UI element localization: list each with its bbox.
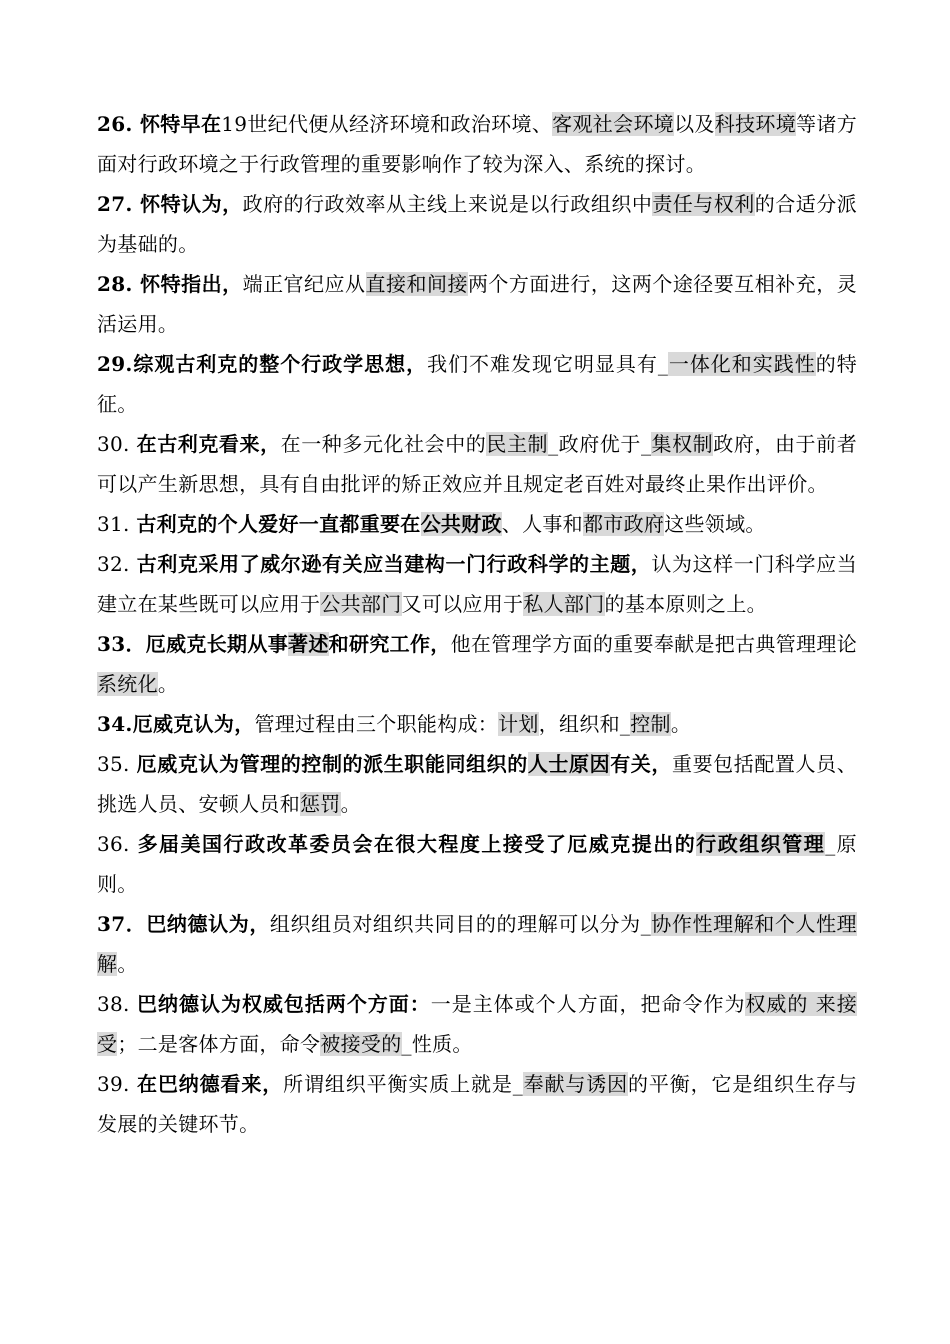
question-stem-bold: 古利克采用了威尔逊有关应当建构一门行政科学的主题， [136,552,652,576]
question-text: 他在管理学方面的重要奉献是把古典管理理论 [450,632,857,656]
question-stem-bold: 26. 怀特早在 [97,112,222,136]
question-text: _性质。 [401,1032,473,1056]
answer-highlight: 权威的 来接受 [97,992,857,1056]
question-text: _原则。 [97,832,857,896]
question-item [97,184,857,264]
answer-highlight: 民主制 [486,432,549,456]
question-stem-bold: 在巴纳德看来， [136,1072,284,1096]
answer-highlight: 协作性理解和个人性理解 [97,912,857,976]
question-stem-bold: 33．厄威克长期从事 [97,632,289,656]
question-text: 端正官纪应从 [242,272,366,296]
question-text: 组织组员对组织共同目的的理解可以分为_ [269,912,651,936]
answer-highlight: 集权制 [651,432,714,456]
question-text: 我们不难发现它明显具有_ [427,352,669,376]
question-text: 两个方面进行，这两个途径要互相补充，灵活运用。 [97,272,857,336]
answer-highlight: 都市政府 [582,512,665,536]
question-text: 这些领域。 [664,512,766,536]
question-stem-bold: 37．巴纳德认为， [97,912,270,936]
answer-highlight: 私人部门 [523,592,605,616]
question-item [97,544,857,624]
question-text: 一是主体或个人方面，把命令作为 [430,992,746,1016]
question-text: 31. [97,512,137,536]
question-text: 。 [117,952,138,976]
question-text: 又可以应用于 [401,592,524,616]
answer-highlight: 责任与权利 [652,192,755,216]
question-text: ；二是客体方面，命令 [117,1032,321,1056]
question-item [97,264,857,344]
question-text: 、人事和 [501,512,583,536]
answer-highlight: 控制 [630,712,671,736]
question-text: 的特征。 [97,352,857,416]
question-stem-bold: 有关， [610,752,672,776]
question-text: 政府的行政效率从主线上来说是以行政组织中 [242,192,653,216]
question-text: 的平衡，它是组织生存与发展的关键环节。 [97,1072,857,1136]
question-text: 。 [670,712,692,736]
answer-highlight: 著述 [288,632,329,656]
question-text: 36. [97,832,138,856]
question-text: 的合适分派为基础的。 [97,192,857,256]
question-stem-bold: 和研究工作， [328,632,451,656]
answer-highlight: 奉献与诱因 [523,1072,628,1096]
question-text: 政府，由于前者可以产生新思想，具有自由批评的矫正效应并且规定老百姓对最终止果作出评价。 [97,432,857,496]
question-text: 重要包括配置人员、挑选人员、安顿人员和 [97,752,857,816]
question-text: 在一种多元化社会中的 [280,432,487,456]
answer-highlight: 被接受的 [320,1032,402,1056]
question-stem-bold: 多届美国行政改革委员会在很大程度上接受了厄威克提出的 [137,832,697,856]
question-text: 38. [97,992,138,1016]
question-text: 以及 [674,112,715,136]
answer-highlight: 计划 [498,712,539,736]
answer-highlight: 一体化和实践性 [668,352,816,376]
question-stem-bold: 28. 怀特指出， [97,272,243,296]
question-text: 32. [97,552,137,576]
answer-highlight: 客观社会环境 [552,112,675,136]
answer-highlight: 科技环境 [714,112,797,136]
question-text: 19世纪代便从经济环境和政治环境、 [221,112,553,136]
answer-highlight: 直接和间接 [365,272,468,296]
question-item [97,344,857,424]
question-stem-bold: 34.厄威克认为， [97,712,255,736]
question-text: _政府优于_ [548,432,652,456]
question-stem-bold: 巴纳德认为权威包括两个方面： [137,992,431,1016]
question-text: 35. [97,752,137,776]
question-item [97,984,857,1064]
question-item [97,424,857,504]
question-item [97,104,857,184]
question-text: 认为这样一门科学应当建立在某些既可以应用于 [97,552,857,616]
question-stem-bold: 厄威克认为管理的控制的派生职能同组织的 [136,752,528,776]
question-text: ，组织和_ [538,712,631,736]
question-text: 39. [97,1072,137,1096]
question-text: 等诸方面对行政环境之于行政管理的重要影响作了较为深入、系统的探讨。 [97,112,857,176]
question-item [97,504,857,544]
question-item [97,624,857,704]
question-item [97,704,857,744]
question-text: 。 [340,792,361,816]
answer-highlight: 系统化 [97,672,158,696]
answer-highlight: 公共部门 [320,592,402,616]
question-item [97,744,857,824]
question-text: 。 [157,672,179,696]
question-stem-bold: 27. 怀特认为， [97,192,243,216]
question-item [97,904,857,984]
question-stem-bold: 在古利克看来， [136,432,281,456]
answer-highlight: 公共财政 [420,512,502,536]
document-page [97,104,857,1144]
question-item [97,1064,857,1144]
question-text: 的基本原则之上。 [604,592,767,616]
answer-highlight: 惩罚 [300,792,341,816]
question-stem-bold: 古利克的个人爱好一直都重要在 [136,512,421,536]
answer-highlight: 行政组织管理 [696,832,826,856]
answer-highlight: 人士原因 [527,752,611,776]
question-item [97,824,857,904]
question-stem-bold: 29.综观古利克的整个行政学思想， [97,352,428,376]
question-text: 管理过程由三个职能构成： [254,712,499,736]
question-text: 所谓组织平衡实质上就是_ [283,1072,523,1096]
question-text: 30. [97,432,137,456]
